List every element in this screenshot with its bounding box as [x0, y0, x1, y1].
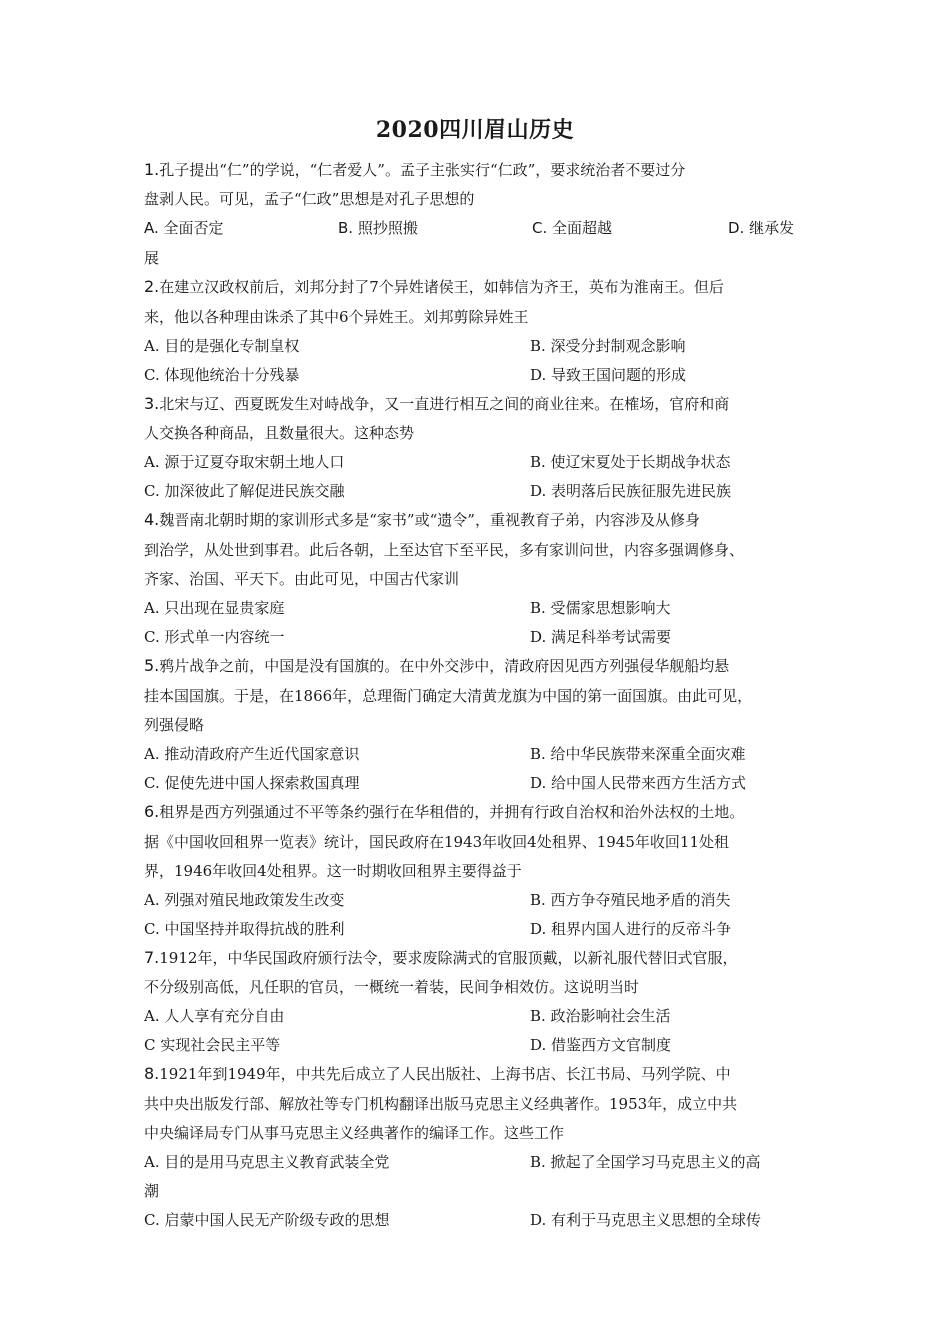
- question-6-option-d: D. 租界内国人进行的反帝斗争: [530, 920, 732, 938]
- question-5-option-c: C. 促使先进中国人探索救国真理: [144, 774, 360, 792]
- question-3-option-c: C. 加深彼此了解促进民族交融: [144, 482, 345, 500]
- question-1-option-a: A. 全面否定: [144, 219, 224, 237]
- question-8-line-1: 8.1921年到1949年，中共先后成立了人民出版社、上海书店、长江书局、马列学院、中: [144, 1064, 731, 1083]
- question-8-number: 8.: [144, 1064, 160, 1083]
- question-7-option-b: B. 政治影响社会生活: [530, 1007, 671, 1025]
- question-1-text-2: 盘剥人民。可见，孟子“仁政”思想是对孔子思想的: [144, 190, 475, 208]
- question-6-text-2: 据《中国收回租界一览表》统计，国民政府在1943年收回4处租界、1945年收回11处租: [144, 833, 729, 851]
- question-6-option-a: A. 列强对殖民地政策发生改变: [144, 891, 345, 909]
- question-8-option-a: A. 目的是用马克思主义教育武装全党: [144, 1153, 390, 1171]
- question-5-option-d: D. 给中国人民带来西方生活方式: [530, 774, 747, 792]
- question-2-text-2: 来，他以各种理由诛杀了其中6个异姓王。刘邦剪除异姓王: [144, 308, 529, 326]
- question-4-option-b: B. 受儒家思想影响大: [530, 599, 671, 617]
- question-4-line-1: 4.魏晋南北朝时期的家训形式多是“家书”或“遗令”，重视教育子弟，内容涉及从修身: [144, 510, 700, 529]
- question-7-line-1: 7.1912年，中华民国政府颁行法令，要求废除满式的官服顶戴，以新礼服代替旧式官服，: [144, 948, 738, 967]
- question-7-number: 7.: [144, 948, 160, 967]
- question-4-option-a: A. 只出现在显贵家庭: [144, 599, 285, 617]
- question-8-option-b: B. 掀起了全国学习马克思主义的高: [530, 1153, 761, 1171]
- question-8-text-2: 共中央出版发行部、解放社等专门机构翻译出版马克思主义经典著作。1953年，成立中共: [144, 1095, 738, 1113]
- question-5-line-1: 5.鸦片战争之前，中国是没有国旗的。在中外交涉中，清政府因见西方列强侵华舰船均悬: [144, 656, 730, 675]
- question-4-option-c: C. 形式单一内容统一: [144, 628, 285, 646]
- question-7-text-2: 不分级别高低，凡任职的官员，一概统一着装，民间争相效仿。这说明当时: [144, 978, 640, 996]
- question-4-text-3: 齐家、治国、平天下。由此可见，中国古代家训: [144, 570, 460, 588]
- question-6-text-3: 界，1946年收回4处租界。这一时期收回租界主要得益于: [144, 862, 522, 880]
- question-1-text-1: 孔子提出“仁”的学说，“仁者爱人”。孟子主张实行“仁政”，要求统治者不要过分: [159, 161, 686, 179]
- question-6-number: 6.: [144, 802, 160, 821]
- question-7-option-c: C 实现社会民主平等: [144, 1036, 281, 1054]
- question-3-option-b: B. 使辽宋夏处于长期战争状态: [530, 453, 731, 471]
- question-5-option-a: A. 推动清政府产生近代国家意识: [144, 745, 360, 763]
- question-2-option-a: A. 目的是强化专制皇权: [144, 337, 300, 355]
- question-4-option-d: D. 满足科举考试需要: [530, 628, 672, 646]
- question-1-option-d: D. 继承发: [728, 219, 795, 237]
- question-2-option-c: C. 体现他统治十分残暴: [144, 366, 300, 384]
- page-title: 2020四川眉山历史: [375, 117, 575, 143]
- question-8-text-3: 中央编译局专门从事马克思主义经典著作的编译工作。这些工作: [144, 1124, 565, 1142]
- question-6-option-c: C. 中国坚持并取得抗战的胜利: [144, 920, 345, 938]
- question-2-option-b: B. 深受分封制观念影响: [530, 337, 686, 355]
- question-3-option-a: A. 源于辽夏夺取宋朝土地人口: [144, 453, 345, 471]
- question-8-option-c: C. 启蒙中国人民无产阶级专政的思想: [144, 1211, 390, 1229]
- question-2-number: 2.: [144, 277, 160, 296]
- question-3-line-1: 3.北宋与辽、西夏既发生对峙战争，又一直进行相互之间的商业往来。在榷场，官府和商: [144, 394, 730, 413]
- question-8-option-b-continued: 潮: [144, 1182, 160, 1200]
- question-1-line-1: [144, 160, 685, 180]
- question-4-number: 4.: [144, 510, 160, 529]
- question-4-text-2: 到治学，从处世到事君。此后各朝，上至达官下至平民，多有家训问世，内容多强调修身、: [144, 541, 745, 559]
- question-6-option-b: B. 西方争夺殖民地矛盾的消失: [530, 891, 731, 909]
- question-1-option-b: B. 照抄照搬: [338, 219, 418, 237]
- question-5-text-3: 列强侵略: [144, 716, 205, 734]
- question-2-option-d: D. 导致王国问题的形成: [530, 366, 687, 384]
- question-1-number: 1.: [144, 160, 160, 179]
- question-3-option-d: D. 表明落后民族征服先进民族: [530, 482, 732, 500]
- question-8-option-d: D. 有利于马克思主义思想的全球传: [530, 1211, 762, 1229]
- question-6-line-1: 6.租界是西方列强通过不平等条约强行在华租借的，并拥有行政自治权和治外法权的土地。: [144, 802, 745, 821]
- question-3-number: 3.: [144, 394, 160, 413]
- question-5-text-2: 挂本国国旗。于是，在1866年，总理衙门确定大清黄龙旗为中国的第一面国旗。由此可见，: [144, 687, 753, 705]
- question-1-option-c: C. 全面超越: [532, 219, 613, 237]
- question-3-text-2: 人交换各种商品，且数量很大。这种态势: [144, 424, 415, 442]
- question-7-option-d: D. 借鉴西方文官制度: [530, 1036, 672, 1054]
- question-1-option-d-continued: 展: [144, 249, 160, 267]
- question-5-number: 5.: [144, 656, 160, 675]
- question-2-line-1: 2.在建立汉政权前后，刘邦分封了7个异姓诸侯王，如韩信为齐王，英布为淮南王。但后: [144, 277, 724, 296]
- question-5-option-b: B. 给中华民族带来深重全面灾难: [530, 745, 746, 763]
- question-7-option-a: A. 人人享有充分自由: [144, 1007, 285, 1025]
